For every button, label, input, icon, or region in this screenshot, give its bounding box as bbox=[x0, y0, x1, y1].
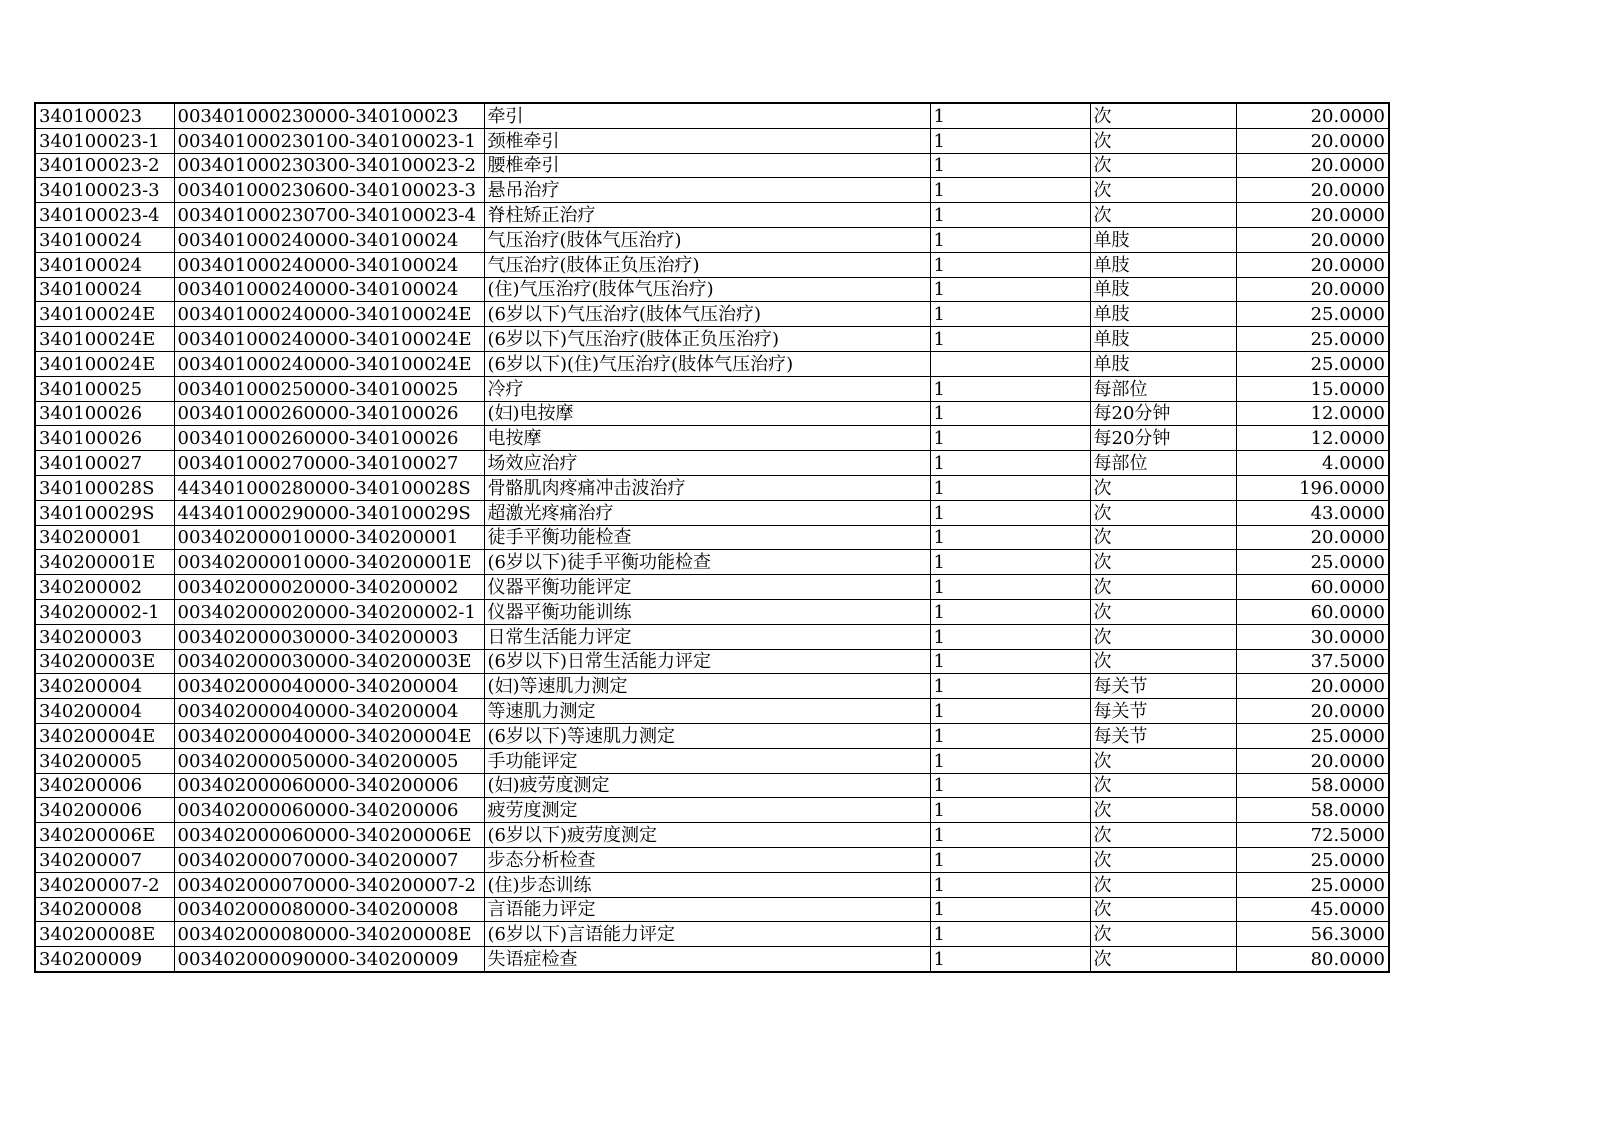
item-code-cell: 340200001E bbox=[35, 550, 174, 575]
item-name-cell: 悬吊治疗 bbox=[484, 178, 930, 203]
unit-cell: 次 bbox=[1090, 624, 1236, 649]
price-cell: 20.0000 bbox=[1236, 699, 1389, 724]
item-name-cell: 手功能评定 bbox=[484, 748, 930, 773]
price-cell: 58.0000 bbox=[1236, 773, 1389, 798]
quantity-cell: 1 bbox=[930, 153, 1090, 178]
unit-cell: 次 bbox=[1090, 475, 1236, 500]
national-code-cell: 003401000230700-340100023-4 bbox=[174, 203, 484, 228]
national-code-cell: 003401000240000-340100024 bbox=[174, 227, 484, 252]
quantity-cell: 1 bbox=[930, 451, 1090, 476]
item-code-cell: 340100029S bbox=[35, 500, 174, 525]
unit-cell: 每关节 bbox=[1090, 723, 1236, 748]
table-row bbox=[35, 674, 1389, 699]
item-name-cell: (6岁以下)徒手平衡功能检查 bbox=[484, 550, 930, 575]
price-cell: 20.0000 bbox=[1236, 277, 1389, 302]
item-code-cell: 340200006 bbox=[35, 773, 174, 798]
national-code-cell: 003402000030000-340200003 bbox=[174, 624, 484, 649]
quantity-cell: 1 bbox=[930, 475, 1090, 500]
item-name-cell: 仪器平衡功能训练 bbox=[484, 599, 930, 624]
table-row bbox=[35, 525, 1389, 550]
quantity-cell: 1 bbox=[930, 227, 1090, 252]
quantity-cell: 1 bbox=[930, 575, 1090, 600]
item-code-cell: 340200006 bbox=[35, 798, 174, 823]
item-code-cell: 340200003E bbox=[35, 649, 174, 674]
national-code-cell: 003402000040000-340200004E bbox=[174, 723, 484, 748]
quantity-cell: 1 bbox=[930, 773, 1090, 798]
unit-cell: 次 bbox=[1090, 550, 1236, 575]
item-name-cell: (6岁以下)(住)气压治疗(肢体气压治疗) bbox=[484, 351, 930, 376]
quantity-cell: 1 bbox=[930, 401, 1090, 426]
item-name-cell: 言语能力评定 bbox=[484, 897, 930, 922]
price-cell: 20.0000 bbox=[1236, 227, 1389, 252]
table-row bbox=[35, 227, 1389, 252]
quantity-cell: 1 bbox=[930, 426, 1090, 451]
table-row bbox=[35, 897, 1389, 922]
national-code-cell: 003401000240000-340100024E bbox=[174, 302, 484, 327]
quantity-cell bbox=[930, 351, 1090, 376]
unit-cell: 单肢 bbox=[1090, 302, 1236, 327]
national-code-cell: 003401000230600-340100023-3 bbox=[174, 178, 484, 203]
table-row bbox=[35, 178, 1389, 203]
item-name-cell: (6岁以下)等速肌力测定 bbox=[484, 723, 930, 748]
unit-cell: 单肢 bbox=[1090, 227, 1236, 252]
item-name-cell: 超激光疼痛治疗 bbox=[484, 500, 930, 525]
item-name-cell: 气压治疗(肢体气压治疗) bbox=[484, 227, 930, 252]
item-name-cell: 步态分析检查 bbox=[484, 847, 930, 872]
price-cell: 37.5000 bbox=[1236, 649, 1389, 674]
price-cell: 25.0000 bbox=[1236, 723, 1389, 748]
national-code-cell: 003402000060000-340200006 bbox=[174, 798, 484, 823]
item-name-cell: 气压治疗(肢体正负压治疗) bbox=[484, 252, 930, 277]
price-cell: 20.0000 bbox=[1236, 252, 1389, 277]
price-cell: 25.0000 bbox=[1236, 550, 1389, 575]
quantity-cell: 1 bbox=[930, 897, 1090, 922]
item-code-cell: 340100025 bbox=[35, 376, 174, 401]
national-code-cell: 003401000270000-340100027 bbox=[174, 451, 484, 476]
national-code-cell: 003401000240000-340100024 bbox=[174, 277, 484, 302]
table-row bbox=[35, 847, 1389, 872]
unit-cell: 单肢 bbox=[1090, 277, 1236, 302]
unit-cell: 单肢 bbox=[1090, 327, 1236, 352]
table-row bbox=[35, 748, 1389, 773]
unit-cell: 次 bbox=[1090, 178, 1236, 203]
item-name-cell: (6岁以下)气压治疗(肢体正负压治疗) bbox=[484, 327, 930, 352]
item-name-cell: 电按摩 bbox=[484, 426, 930, 451]
item-code-cell: 340100024E bbox=[35, 327, 174, 352]
price-cell: 72.5000 bbox=[1236, 823, 1389, 848]
item-code-cell: 340100028S bbox=[35, 475, 174, 500]
quantity-cell: 1 bbox=[930, 550, 1090, 575]
item-code-cell: 340100024 bbox=[35, 227, 174, 252]
table-row bbox=[35, 451, 1389, 476]
quantity-cell: 1 bbox=[930, 947, 1090, 972]
quantity-cell: 1 bbox=[930, 376, 1090, 401]
item-code-cell: 340200005 bbox=[35, 748, 174, 773]
unit-cell: 单肢 bbox=[1090, 351, 1236, 376]
item-code-cell: 340100023-4 bbox=[35, 203, 174, 228]
national-code-cell: 003402000080000-340200008E bbox=[174, 922, 484, 947]
quantity-cell: 1 bbox=[930, 327, 1090, 352]
quantity-cell: 1 bbox=[930, 103, 1090, 128]
table-row bbox=[35, 128, 1389, 153]
table-row bbox=[35, 922, 1389, 947]
national-code-cell: 003402000080000-340200008 bbox=[174, 897, 484, 922]
table-row bbox=[35, 426, 1389, 451]
table-row bbox=[35, 103, 1389, 128]
national-code-cell: 003402000030000-340200003E bbox=[174, 649, 484, 674]
table-row bbox=[35, 475, 1389, 500]
item-name-cell: 脊柱矫正治疗 bbox=[484, 203, 930, 228]
unit-cell: 次 bbox=[1090, 153, 1236, 178]
item-name-cell: 牵引 bbox=[484, 103, 930, 128]
table-row bbox=[35, 947, 1389, 972]
quantity-cell: 1 bbox=[930, 128, 1090, 153]
table-row bbox=[35, 153, 1389, 178]
national-code-cell: 003402000050000-340200005 bbox=[174, 748, 484, 773]
price-cell: 20.0000 bbox=[1236, 178, 1389, 203]
item-code-cell: 340100023 bbox=[35, 103, 174, 128]
item-code-cell: 340200007 bbox=[35, 847, 174, 872]
item-name-cell: 场效应治疗 bbox=[484, 451, 930, 476]
table-row bbox=[35, 798, 1389, 823]
item-name-cell: (6岁以下)疲劳度测定 bbox=[484, 823, 930, 848]
national-code-cell: 003401000230100-340100023-1 bbox=[174, 128, 484, 153]
item-code-cell: 340200009 bbox=[35, 947, 174, 972]
price-cell: 25.0000 bbox=[1236, 847, 1389, 872]
item-name-cell: 冷疗 bbox=[484, 376, 930, 401]
quantity-cell: 1 bbox=[930, 277, 1090, 302]
item-code-cell: 340200003 bbox=[35, 624, 174, 649]
item-name-cell: (住)步态训练 bbox=[484, 872, 930, 897]
price-cell: 20.0000 bbox=[1236, 525, 1389, 550]
item-code-cell: 340200001 bbox=[35, 525, 174, 550]
unit-cell: 次 bbox=[1090, 649, 1236, 674]
price-cell: 58.0000 bbox=[1236, 798, 1389, 823]
table-row bbox=[35, 699, 1389, 724]
table-row bbox=[35, 500, 1389, 525]
national-code-cell: 003401000230000-340100023 bbox=[174, 103, 484, 128]
item-code-cell: 340100024 bbox=[35, 277, 174, 302]
table-row bbox=[35, 624, 1389, 649]
price-cell: 25.0000 bbox=[1236, 351, 1389, 376]
price-cell: 196.0000 bbox=[1236, 475, 1389, 500]
national-code-cell: 003401000240000-340100024E bbox=[174, 351, 484, 376]
item-name-cell: (6岁以下)气压治疗(肢体气压治疗) bbox=[484, 302, 930, 327]
item-name-cell: (6岁以下)日常生活能力评定 bbox=[484, 649, 930, 674]
item-name-cell: 疲劳度测定 bbox=[484, 798, 930, 823]
national-code-cell: 003401000260000-340100026 bbox=[174, 401, 484, 426]
price-cell: 20.0000 bbox=[1236, 674, 1389, 699]
price-cell: 60.0000 bbox=[1236, 599, 1389, 624]
unit-cell: 单肢 bbox=[1090, 252, 1236, 277]
item-code-cell: 340200002-1 bbox=[35, 599, 174, 624]
price-cell: 20.0000 bbox=[1236, 203, 1389, 228]
table-row bbox=[35, 872, 1389, 897]
quantity-cell: 1 bbox=[930, 649, 1090, 674]
unit-cell: 次 bbox=[1090, 947, 1236, 972]
item-name-cell: 骨骼肌肉疼痛冲击波治疗 bbox=[484, 475, 930, 500]
quantity-cell: 1 bbox=[930, 823, 1090, 848]
item-code-cell: 340100026 bbox=[35, 426, 174, 451]
national-code-cell: 443401000280000-340100028S bbox=[174, 475, 484, 500]
price-cell: 15.0000 bbox=[1236, 376, 1389, 401]
unit-cell: 每20分钟 bbox=[1090, 426, 1236, 451]
quantity-cell: 1 bbox=[930, 302, 1090, 327]
table-row bbox=[35, 351, 1389, 376]
national-code-cell: 003402000070000-340200007-2 bbox=[174, 872, 484, 897]
national-code-cell: 003402000040000-340200004 bbox=[174, 674, 484, 699]
quantity-cell: 1 bbox=[930, 699, 1090, 724]
price-cell: 20.0000 bbox=[1236, 103, 1389, 128]
price-cell: 60.0000 bbox=[1236, 575, 1389, 600]
unit-cell: 次 bbox=[1090, 525, 1236, 550]
quantity-cell: 1 bbox=[930, 723, 1090, 748]
table-row bbox=[35, 401, 1389, 426]
price-cell: 25.0000 bbox=[1236, 327, 1389, 352]
unit-cell: 次 bbox=[1090, 500, 1236, 525]
item-code-cell: 340100026 bbox=[35, 401, 174, 426]
item-name-cell: 仪器平衡功能评定 bbox=[484, 575, 930, 600]
unit-cell: 次 bbox=[1090, 922, 1236, 947]
price-table bbox=[34, 102, 1390, 973]
item-name-cell: (住)气压治疗(肢体气压治疗) bbox=[484, 277, 930, 302]
item-code-cell: 340200004 bbox=[35, 674, 174, 699]
price-cell: 25.0000 bbox=[1236, 302, 1389, 327]
item-code-cell: 340200002 bbox=[35, 575, 174, 600]
price-cell: 20.0000 bbox=[1236, 748, 1389, 773]
quantity-cell: 1 bbox=[930, 748, 1090, 773]
quantity-cell: 1 bbox=[930, 252, 1090, 277]
table-row bbox=[35, 723, 1389, 748]
quantity-cell: 1 bbox=[930, 500, 1090, 525]
table-row bbox=[35, 277, 1389, 302]
table-row bbox=[35, 203, 1389, 228]
quantity-cell: 1 bbox=[930, 203, 1090, 228]
national-code-cell: 003401000250000-340100025 bbox=[174, 376, 484, 401]
national-code-cell: 003402000010000-340200001E bbox=[174, 550, 484, 575]
quantity-cell: 1 bbox=[930, 624, 1090, 649]
price-cell: 25.0000 bbox=[1236, 872, 1389, 897]
item-name-cell: 失语症检查 bbox=[484, 947, 930, 972]
item-name-cell: (6岁以下)言语能力评定 bbox=[484, 922, 930, 947]
national-code-cell: 003402000060000-340200006 bbox=[174, 773, 484, 798]
quantity-cell: 1 bbox=[930, 872, 1090, 897]
price-cell: 20.0000 bbox=[1236, 153, 1389, 178]
quantity-cell: 1 bbox=[930, 674, 1090, 699]
national-code-cell: 003402000070000-340200007 bbox=[174, 847, 484, 872]
table-row bbox=[35, 773, 1389, 798]
item-code-cell: 340100023-2 bbox=[35, 153, 174, 178]
item-name-cell: (妇)等速肌力测定 bbox=[484, 674, 930, 699]
item-code-cell: 340200004 bbox=[35, 699, 174, 724]
quantity-cell: 1 bbox=[930, 178, 1090, 203]
national-code-cell: 003402000040000-340200004 bbox=[174, 699, 484, 724]
item-code-cell: 340200006E bbox=[35, 823, 174, 848]
table-row bbox=[35, 649, 1389, 674]
price-table-body bbox=[35, 103, 1389, 972]
unit-cell: 次 bbox=[1090, 203, 1236, 228]
price-cell: 4.0000 bbox=[1236, 451, 1389, 476]
item-code-cell: 340100027 bbox=[35, 451, 174, 476]
unit-cell: 次 bbox=[1090, 773, 1236, 798]
price-cell: 45.0000 bbox=[1236, 897, 1389, 922]
national-code-cell: 003402000060000-340200006E bbox=[174, 823, 484, 848]
unit-cell: 次 bbox=[1090, 872, 1236, 897]
national-code-cell: 003401000260000-340100026 bbox=[174, 426, 484, 451]
table-row bbox=[35, 327, 1389, 352]
unit-cell: 次 bbox=[1090, 599, 1236, 624]
price-cell: 12.0000 bbox=[1236, 401, 1389, 426]
item-code-cell: 340200007-2 bbox=[35, 872, 174, 897]
unit-cell: 次 bbox=[1090, 897, 1236, 922]
item-code-cell: 340200004E bbox=[35, 723, 174, 748]
unit-cell: 次 bbox=[1090, 575, 1236, 600]
unit-cell: 每20分钟 bbox=[1090, 401, 1236, 426]
item-name-cell: 腰椎牵引 bbox=[484, 153, 930, 178]
unit-cell: 次 bbox=[1090, 748, 1236, 773]
table-row bbox=[35, 599, 1389, 624]
item-name-cell: (妇)电按摩 bbox=[484, 401, 930, 426]
table-row bbox=[35, 302, 1389, 327]
unit-cell: 每部位 bbox=[1090, 376, 1236, 401]
item-name-cell: (妇)疲劳度测定 bbox=[484, 773, 930, 798]
national-code-cell: 003401000240000-340100024E bbox=[174, 327, 484, 352]
table-row bbox=[35, 550, 1389, 575]
national-code-cell: 003402000020000-340200002-1 bbox=[174, 599, 484, 624]
price-cell: 20.0000 bbox=[1236, 128, 1389, 153]
quantity-cell: 1 bbox=[930, 599, 1090, 624]
item-name-cell: 徒手平衡功能检查 bbox=[484, 525, 930, 550]
national-code-cell: 003401000240000-340100024 bbox=[174, 252, 484, 277]
national-code-cell: 443401000290000-340100029S bbox=[174, 500, 484, 525]
price-cell: 12.0000 bbox=[1236, 426, 1389, 451]
unit-cell: 次 bbox=[1090, 103, 1236, 128]
item-code-cell: 340100023-1 bbox=[35, 128, 174, 153]
table-row bbox=[35, 376, 1389, 401]
unit-cell: 次 bbox=[1090, 823, 1236, 848]
item-code-cell: 340100024E bbox=[35, 302, 174, 327]
unit-cell: 次 bbox=[1090, 128, 1236, 153]
item-code-cell: 340100023-3 bbox=[35, 178, 174, 203]
unit-cell: 每关节 bbox=[1090, 699, 1236, 724]
price-cell: 43.0000 bbox=[1236, 500, 1389, 525]
national-code-cell: 003401000230300-340100023-2 bbox=[174, 153, 484, 178]
quantity-cell: 1 bbox=[930, 847, 1090, 872]
item-name-cell: 颈椎牵引 bbox=[484, 128, 930, 153]
unit-cell: 次 bbox=[1090, 798, 1236, 823]
item-code-cell: 340100024E bbox=[35, 351, 174, 376]
unit-cell: 次 bbox=[1090, 847, 1236, 872]
quantity-cell: 1 bbox=[930, 798, 1090, 823]
price-cell: 80.0000 bbox=[1236, 947, 1389, 972]
unit-cell: 每部位 bbox=[1090, 451, 1236, 476]
quantity-cell: 1 bbox=[930, 525, 1090, 550]
item-code-cell: 340200008E bbox=[35, 922, 174, 947]
item-name-cell: 日常生活能力评定 bbox=[484, 624, 930, 649]
table-row bbox=[35, 252, 1389, 277]
national-code-cell: 003402000010000-340200001 bbox=[174, 525, 484, 550]
quantity-cell: 1 bbox=[930, 922, 1090, 947]
item-name-cell: 等速肌力测定 bbox=[484, 699, 930, 724]
national-code-cell: 003402000090000-340200009 bbox=[174, 947, 484, 972]
unit-cell: 每关节 bbox=[1090, 674, 1236, 699]
item-code-cell: 340200008 bbox=[35, 897, 174, 922]
price-cell: 56.3000 bbox=[1236, 922, 1389, 947]
item-code-cell: 340100024 bbox=[35, 252, 174, 277]
price-cell: 30.0000 bbox=[1236, 624, 1389, 649]
table-row bbox=[35, 823, 1389, 848]
national-code-cell: 003402000020000-340200002 bbox=[174, 575, 484, 600]
table-row bbox=[35, 575, 1389, 600]
